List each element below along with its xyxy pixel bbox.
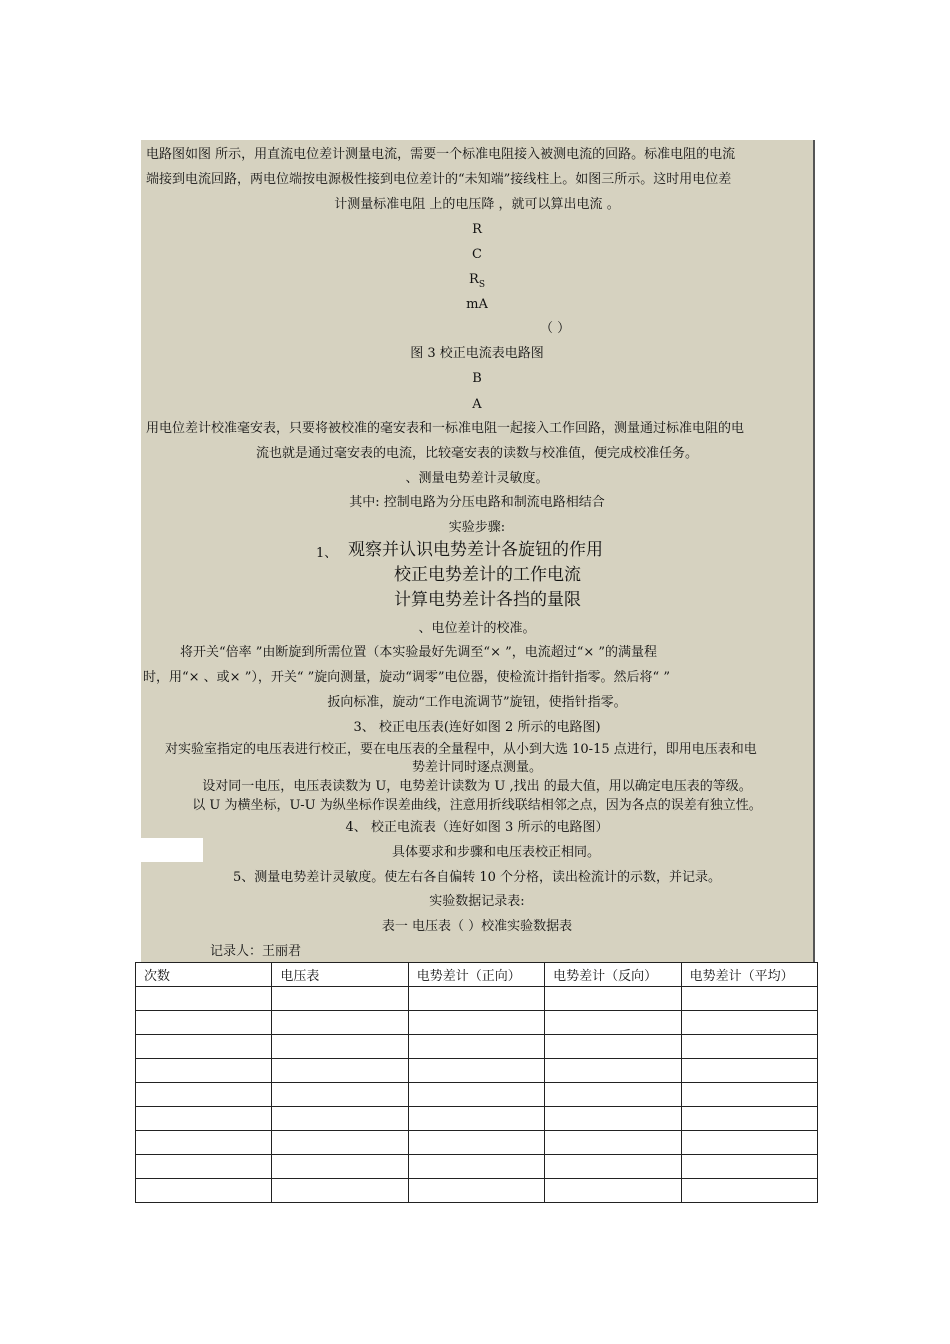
step1c-text: 计算电势差计各挡的量限 [394,590,581,610]
calibration-data-table [135,962,818,1203]
step3-line-1: 对实验室指定的电压表进行校正，要在电压表的全量程中，从小到大选 10-15 点进行，即用电压表和电 [165,742,757,757]
table-cell [545,1035,681,1059]
figure-label-a: A [472,397,482,412]
table-cell [408,1131,544,1155]
table-cell [136,1035,272,1059]
step2-line-1: 将开关“倍率 ”由断旋到所需位置（本实验最好先调至“× ”，电流超过“× ”的满量程 [180,645,658,660]
table-row [136,1155,818,1179]
table-cell [408,1083,544,1107]
table-cell [681,987,817,1011]
step4-title: 4、 校正电流表（连好如图 3 所示的电路图） [345,820,609,835]
step2-title: 、电位差计的校准。 [418,621,536,636]
table-cell [272,1131,408,1155]
table-cell [136,1107,272,1131]
table-cell [272,1083,408,1107]
table-cell [272,1011,408,1035]
table-cell [408,1107,544,1131]
intro-line-3: 计测量标准电阻 上的电压降 ，就可以算出电流 。 [334,197,620,212]
table-title: 表一 电压表（ ）校准实验数据表 [381,919,573,934]
table-cell [681,1107,817,1131]
table-cell [136,1131,272,1155]
step2-line-3: 扳向标准，旋动“工作电流调节”旋钮，使指针指零。 [327,695,627,710]
table-cell [681,1011,817,1035]
table-row [136,1035,818,1059]
calibration-line-1: 用电位差计校准毫安表，只要将被校准的毫安表和一标准电阻一起接入工作回路，测量通过标准电阻的电 [146,421,745,436]
table-body [136,987,818,1203]
steps-heading: 实验步骤: [448,520,506,535]
recorder: 记录人：王丽君 [210,944,302,959]
step3-line-2: 势差计同时逐点测量。 [411,760,542,775]
table-cell [272,987,408,1011]
figure-label-ma: mA [466,297,488,312]
intro-line-1: 电路图如图 所示，用直流电位差计测量电流，需要一个标准电阻接入被测电流的回路。标准电阻的电流 [146,147,736,162]
table-cell [408,1035,544,1059]
table-cell [136,1155,272,1179]
figure-caption: 图 3 校正电流表电路图 [410,346,544,361]
table-header-row [136,963,818,987]
table-cell [408,1059,544,1083]
table-cell [408,1179,544,1203]
step3-title: 3、 校正电压表(连好如图 2 所示的电路图) [353,720,601,735]
table-cell [136,987,272,1011]
table-cell [136,1059,272,1083]
table-cell [272,1035,408,1059]
figure-label-b: B [472,371,482,386]
sensitivity-title: 、测量电势差计灵敏度。 [405,471,549,486]
table-cell [272,1059,408,1083]
table-cell [545,1083,681,1107]
intro-line-2: 端接到电流回路，两电位端按电源极性接到电位差计的“未知端”接线柱上。如图三所示。这时用电位差 [146,172,732,187]
header-potentiometer-average: 电势差计（平均） [681,963,817,987]
table-cell [408,1155,544,1179]
table-cell [136,1179,272,1203]
step2-line-2: 时，用“× 、或× ”），开关“ ”旋向测量，旋动“调零”电位器，使检流计指针指零。然后将“ ” [143,670,670,685]
table-cell [272,1107,408,1131]
figure-label-c: C [472,247,482,262]
table-cell [545,1131,681,1155]
table-cell [408,1011,544,1035]
table-row [136,1083,818,1107]
table-cell [681,1059,817,1083]
table-row [136,1131,818,1155]
table-cell [545,987,681,1011]
records-heading: 实验数据记录表: [429,894,525,909]
table-cell [272,1155,408,1179]
table-cell [681,1131,817,1155]
table-cell [545,1059,681,1083]
table-row [136,1179,818,1203]
blank-cell [141,838,203,862]
step1b-text: 校正电势差计的工作电流 [394,565,581,585]
table-cell [681,1035,817,1059]
step4-line-1: 具体要求和步骤和电压表校正相同。 [392,845,601,860]
header-count: 次数 [136,963,272,987]
step1-number: 1、 [316,546,338,561]
table-row [136,1011,818,1035]
table-cell [545,1011,681,1035]
table-cell [272,1179,408,1203]
table-cell [408,987,544,1011]
table-cell [681,1155,817,1179]
step5-text: 5、测量电势差计灵敏度。使左右各自偏转 10 个分格，读出检流计的示数，并记录。 [232,870,722,885]
step3-line-4: 以 U 为横坐标，U-U 为纵坐标作误差曲线，注意用折线联结相邻之点，因为各点的误差有独立性。 [192,798,762,813]
circuit-note: 其中: 控制电路为分压电路和制流电路相结合 [349,495,605,510]
calibration-line-2: 流也就是通过毫安表的电流，比较毫安表的读数与校准值，便完成校准任务。 [255,446,698,461]
table-row [136,987,818,1011]
step1-text: 观察并认识电势差计各旋钮的作用 [348,540,603,560]
table-cell [681,1083,817,1107]
figure-label-r: R [472,222,482,237]
step3-line-3: 设对同一电压，电压表读数为 U，电势差计读数为 U ,找出 的最大值，用以确定电压表的等级。 [202,779,752,794]
table-cell [545,1155,681,1179]
header-potentiometer-reverse: 电势差计（反向） [545,963,681,987]
table-cell [545,1107,681,1131]
header-potentiometer-forward: 电势差计（正向） [408,963,544,987]
table-cell [545,1179,681,1203]
table-cell [136,1083,272,1107]
table-cell [136,1011,272,1035]
table-cell [681,1179,817,1203]
figure-paren: （ ） [540,321,571,336]
header-voltmeter: 电压表 [272,963,408,987]
table-row [136,1107,818,1131]
table-row [136,1059,818,1083]
figure-label-rs: $R_S$ [469,272,485,290]
